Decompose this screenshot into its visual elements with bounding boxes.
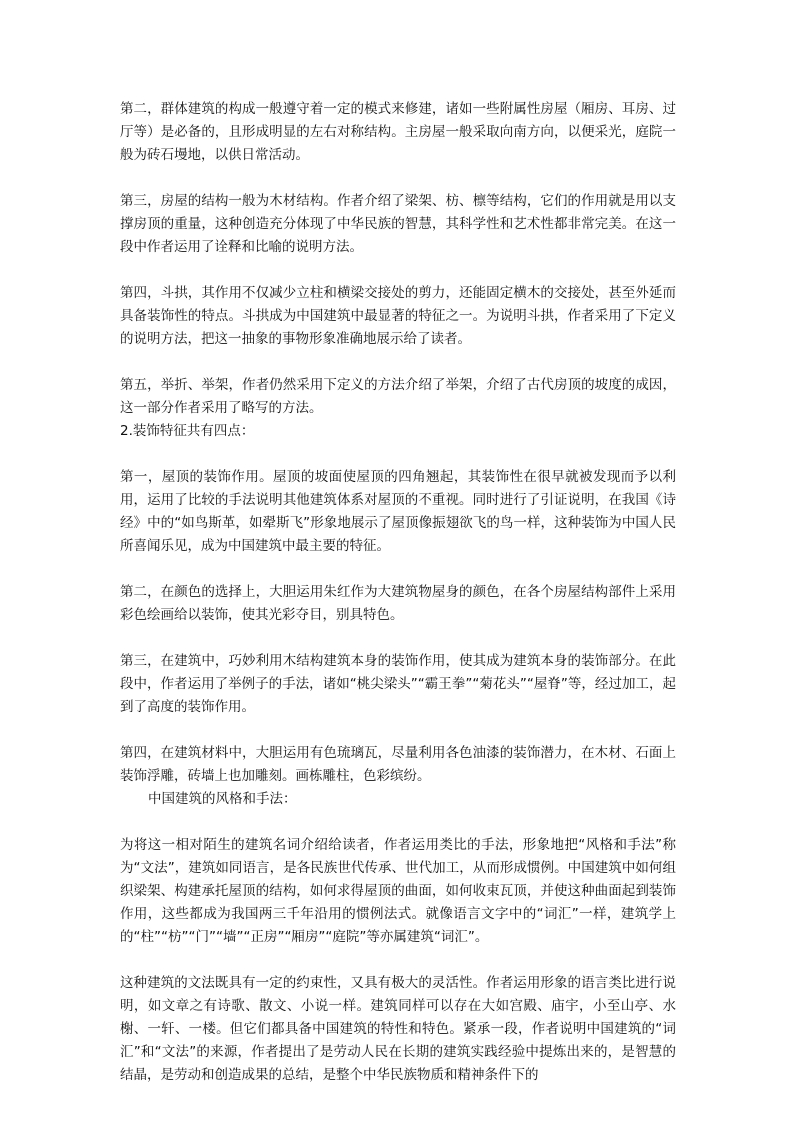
paragraph-group-layout: 第二，群体建筑的构成一般遵守着一定的模式来修建，诸如一些附属性房屋（厢房、耳房、过厅等）是必备的，且形成明显的左右对称结构。主房屋一般采取向南方向，以便采光，庭院一般为砖石墁地，以供日常活动。 (120, 101, 676, 163)
paragraph-roof-decoration: 第一，屋顶的装饰作用。屋顶的坡面使屋顶的四角翘起，其装饰性在很早就被发现而予以利用，运用了比较的手法说明其他建筑体系对屋顶的不重视。同时进行了引证说明，在我国《诗经》中的“如鸟斯革，如翚斯飞”形象地展示了屋顶像振翅欲飞的鸟一样，这种装饰为中国人民所喜闻乐见，成为中国建筑中最主要的特征。 (120, 469, 676, 554)
paragraph-grammar-flexibility: 这种建筑的文法既具有一定的约束性，又具有极大的灵活性。作者运用形象的语言类比进行说明，如文章之有诗歌、散文、小说一样。建筑同样可以存在大如宫殿、庙宇，小至山亭、水榭、一轩、一楼。但它们都具备中国建筑的特性和特色。紧承一段，作者说明中国建筑的“词汇”和“文法”的来源，作者提出了是劳动人民在长期的建筑实践经验中提炼出来的，是智慧的结晶，是劳动和创造成果的总结，是整个中华民族物质和精神条件下的 (120, 975, 676, 1083)
paragraph-house-structure: 第三，房屋的结构一般为木材结构。作者介绍了梁架、枋、檩等结构，它们的作用就是用以支撑房顶的重量，这种创造充分体现了中华民族的智慧，其科学性和艺术性都非常完美。在这一段中作者运用了诠释和比喻的说明方法。 (120, 193, 676, 255)
paragraph-spacer (120, 719, 676, 742)
section-heading-decoration: 2.装饰特征共有四点： (120, 423, 255, 439)
document-page (120, 98, 676, 1087)
paragraph-dougong: 第四，斗拱，其作用不仅减少立柱和横梁交接处的剪力，还能固定横木的交接处，甚至外延而具备装饰性的特点。斗拱成为中国建筑中最显著的特征之一。为说明斗拱，作者采用了下定义的说明方法，把这一抽象的事物形象准确地展示给了读者。 (120, 285, 676, 347)
paragraph-wood-structure-decoration: 第三，在建筑中，巧妙利用木结构建筑本身的装饰作用，使其成为建筑本身的装饰部分。在此段中，作者运用了举例子的手法，诸如“桃尖梁头”“霸王拳”“菊花头”“屋脊”等，经过加工，起到了高度的装饰作用。 (120, 653, 676, 715)
paragraph-spacer (120, 558, 676, 581)
section-heading-style: 中国建筑的风格和手法： (148, 791, 297, 807)
paragraph-spacer (120, 443, 676, 466)
paragraph-spacer (120, 351, 676, 374)
paragraph-spacer (120, 259, 676, 282)
paragraph-spacer (120, 167, 676, 190)
paragraph-building-materials: 第四，在建筑材料中，大胆运用有色琉璃瓦，尽量利用各色油漆的装饰潜力，在木材、石面上装饰浮雕，砖墙上也加雕刻。画栋雕柱，色彩缤纷。 (120, 745, 676, 784)
paragraph-spacer (120, 811, 676, 834)
paragraph-juzhe: 第五，举折、举架，作者仍然采用下定义的方法介绍了举架，介绍了古代房顶的坡度的成因，这一部分作者采用了略写的方法。 (120, 377, 676, 416)
paragraph-color-choice: 第二，在颜色的选择上，大胆运用朱红作为大建筑物屋身的颜色，在各个房屋结构部件上采用彩色绘画给以装饰，使其光彩夺目，别具特色。 (120, 584, 676, 623)
paragraph-spacer (120, 949, 676, 972)
paragraph-grammar-analogy: 为将这一相对陌生的建筑名词介绍给读者，作者运用类比的手法，形象地把“风格和手法”称为“文法”，建筑如同语言，是各民族世代传承、世代加工，从而形成惯例。中国建筑中如何组织梁架、构建承托屋顶的结构，如何求得屋顶的曲面，如何收束瓦顶，并使这种曲面起到装饰作用，这些都成为我国两三千年沿用的惯例法式。就像语言文字中的“词汇”一样，建筑学上的“柱”“枋”“门”“墙”“正房”“厢房”“庭院”等亦属建筑“词汇”。 (120, 837, 676, 945)
paragraph-spacer (120, 627, 676, 650)
